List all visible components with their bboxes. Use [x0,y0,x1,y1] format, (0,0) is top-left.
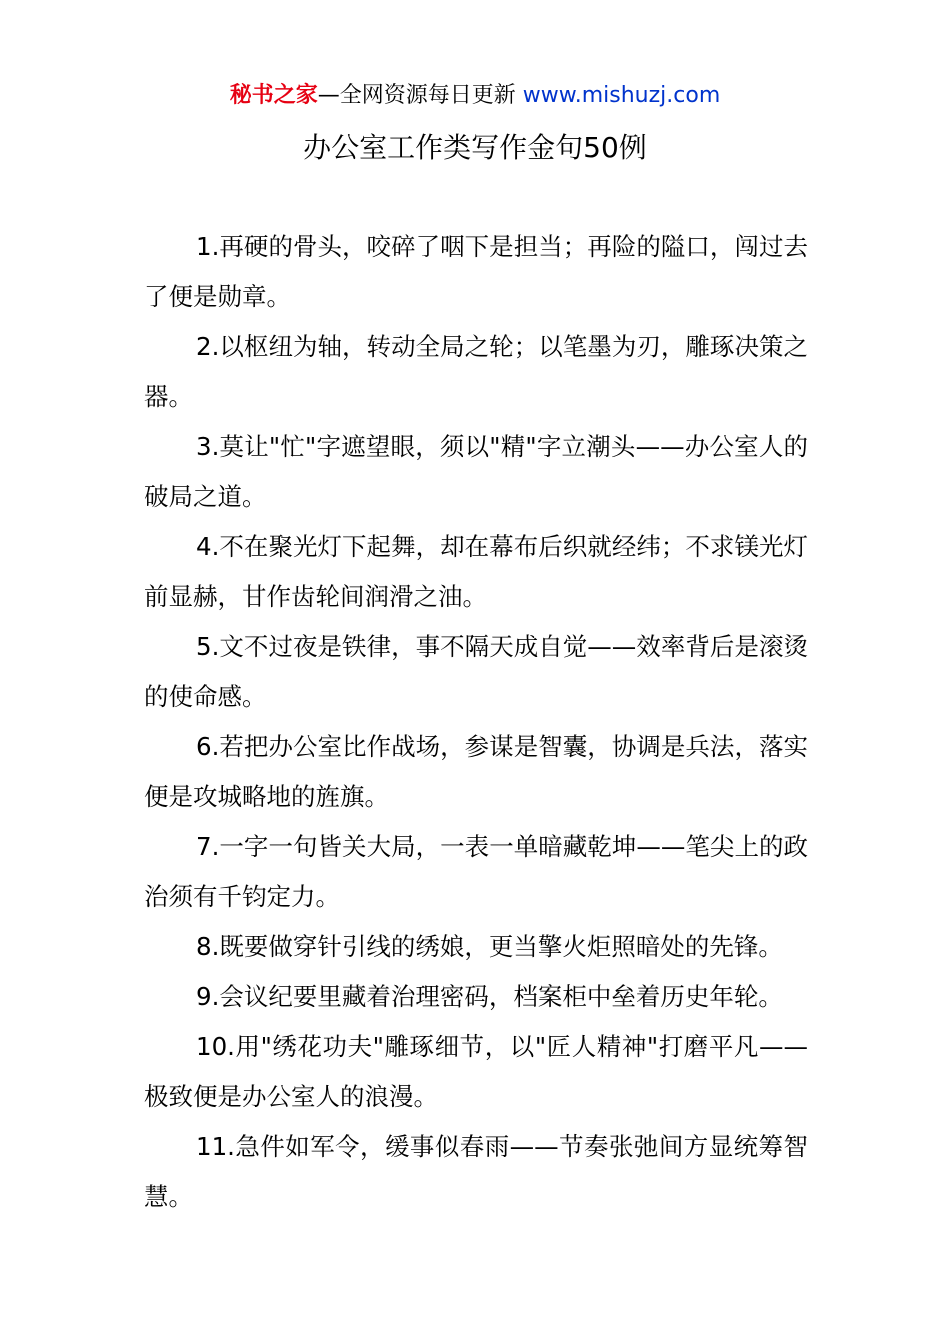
quote-item-11: 11.急件如军令，缓事似春雨——节奏张弛间方显统筹智慧。 [144,1132,808,1211]
document-title: 办公室工作类写作金句50例 [303,131,647,164]
quote-item-1: 1.再硬的骨头，咬碎了咽下是担当；再险的隘口，闯过去了便是勋章。 [144,232,808,311]
quote-item-6: 6.若把办公室比作战场，参谋是智囊，协调是兵法，落实便是攻城略地的旌旗。 [144,732,808,811]
quote-item-10: 10.用"绣花功夫"雕琢细节，以"匠人精神"打磨平凡——极致便是办公室人的浪漫。 [144,1032,808,1111]
quote-item-8: 8.既要做穿针引线的绣娘，更当擎火炬照暗处的先锋。 [196,932,783,961]
quote-item-2: 2.以枢纽为轴，转动全局之轮；以笔墨为刃，雕琢决策之器。 [144,332,808,411]
quote-list [144,222,808,1222]
quote-item-7: 7.一字一句皆关大局，一表一单暗藏乾坤——笔尖上的政治须有千钧定力。 [144,832,808,911]
quote-item-9: 9.会议纪要里藏着治理密码，档案柜中垒着历史年轮。 [196,982,783,1011]
site-slogan: —全网资源每日更新 [317,83,523,108]
brand-name: 秘书之家 [229,83,318,108]
site-url-link[interactable]: www.mishuzj.com [522,83,721,108]
quote-item-4: 4.不在聚光灯下起舞，却在幕布后织就经纬；不求镁光灯前显赫，甘作齿轮间润滑之油。 [144,532,808,611]
site-header [0,80,950,112]
quote-item-5: 5.文不过夜是铁律，事不隔天成自觉——效率背后是滚烫的使命感。 [144,632,808,711]
quote-item-3: 3.莫让"忙"字遮望眼，须以"精"字立潮头——办公室人的破局之道。 [144,432,808,511]
